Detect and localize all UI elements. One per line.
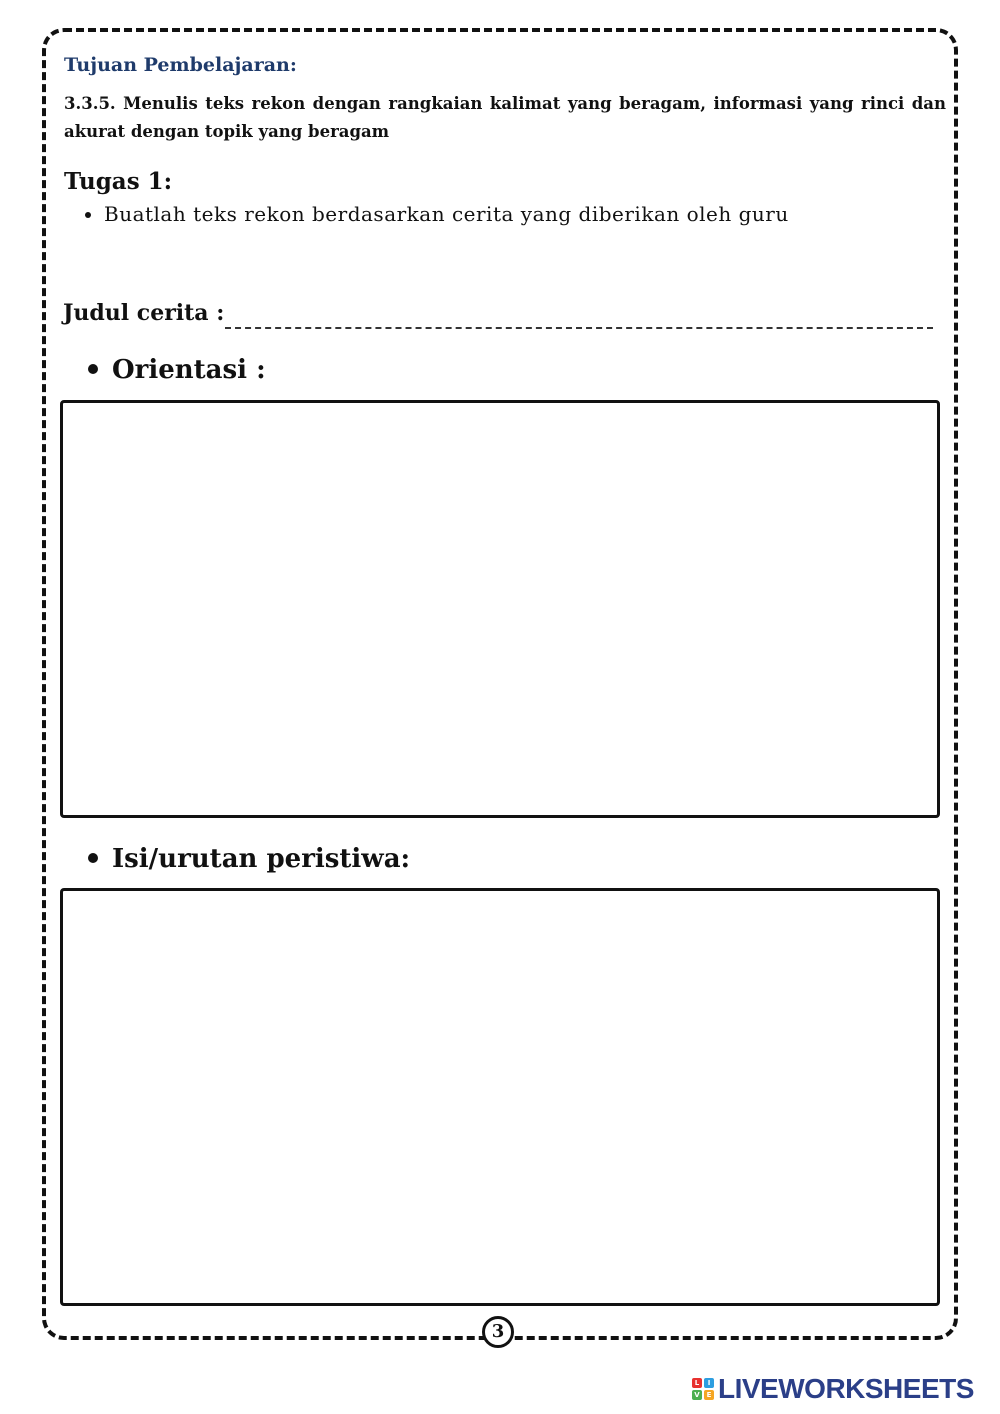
task-list	[78, 200, 789, 228]
logo-tile: V	[692, 1390, 702, 1400]
task-item: • Buatlah teks rekon berdasarkan cerita yang diberikan oleh guru	[104, 200, 789, 228]
bullet-icon	[88, 364, 98, 374]
logo-tile: L	[692, 1378, 702, 1388]
page-number: 3	[482, 1316, 514, 1348]
isi-answer-box[interactable]	[60, 888, 940, 1306]
objective-heading: Tujuan Pembelajaran:	[64, 54, 297, 76]
section-label: Isi/urutan peristiwa:	[112, 844, 411, 874]
story-title-input-line[interactable]	[225, 327, 933, 329]
orientasi-answer-box[interactable]	[60, 400, 940, 818]
task-heading: Tugas 1:	[64, 168, 173, 195]
story-title-label: Judul cerita :	[63, 300, 225, 326]
bullet-icon	[88, 853, 98, 863]
section-heading-isi	[88, 844, 410, 874]
logo-tile: I	[704, 1378, 714, 1388]
logo-tile: E	[704, 1390, 714, 1400]
logo-grid-icon	[692, 1378, 714, 1400]
liveworksheets-logo	[692, 1374, 974, 1404]
objective-text: 3.3.5. Menulis teks rekon dengan rangkaian kalimat yang beragam, informasi yang rinci dan akurat dengan topik yang beragam	[64, 94, 946, 141]
section-heading-orientasi	[88, 355, 266, 385]
brand-text: LIVEWORKSHEETS	[718, 1373, 974, 1404]
section-label: Orientasi :	[112, 355, 266, 385]
